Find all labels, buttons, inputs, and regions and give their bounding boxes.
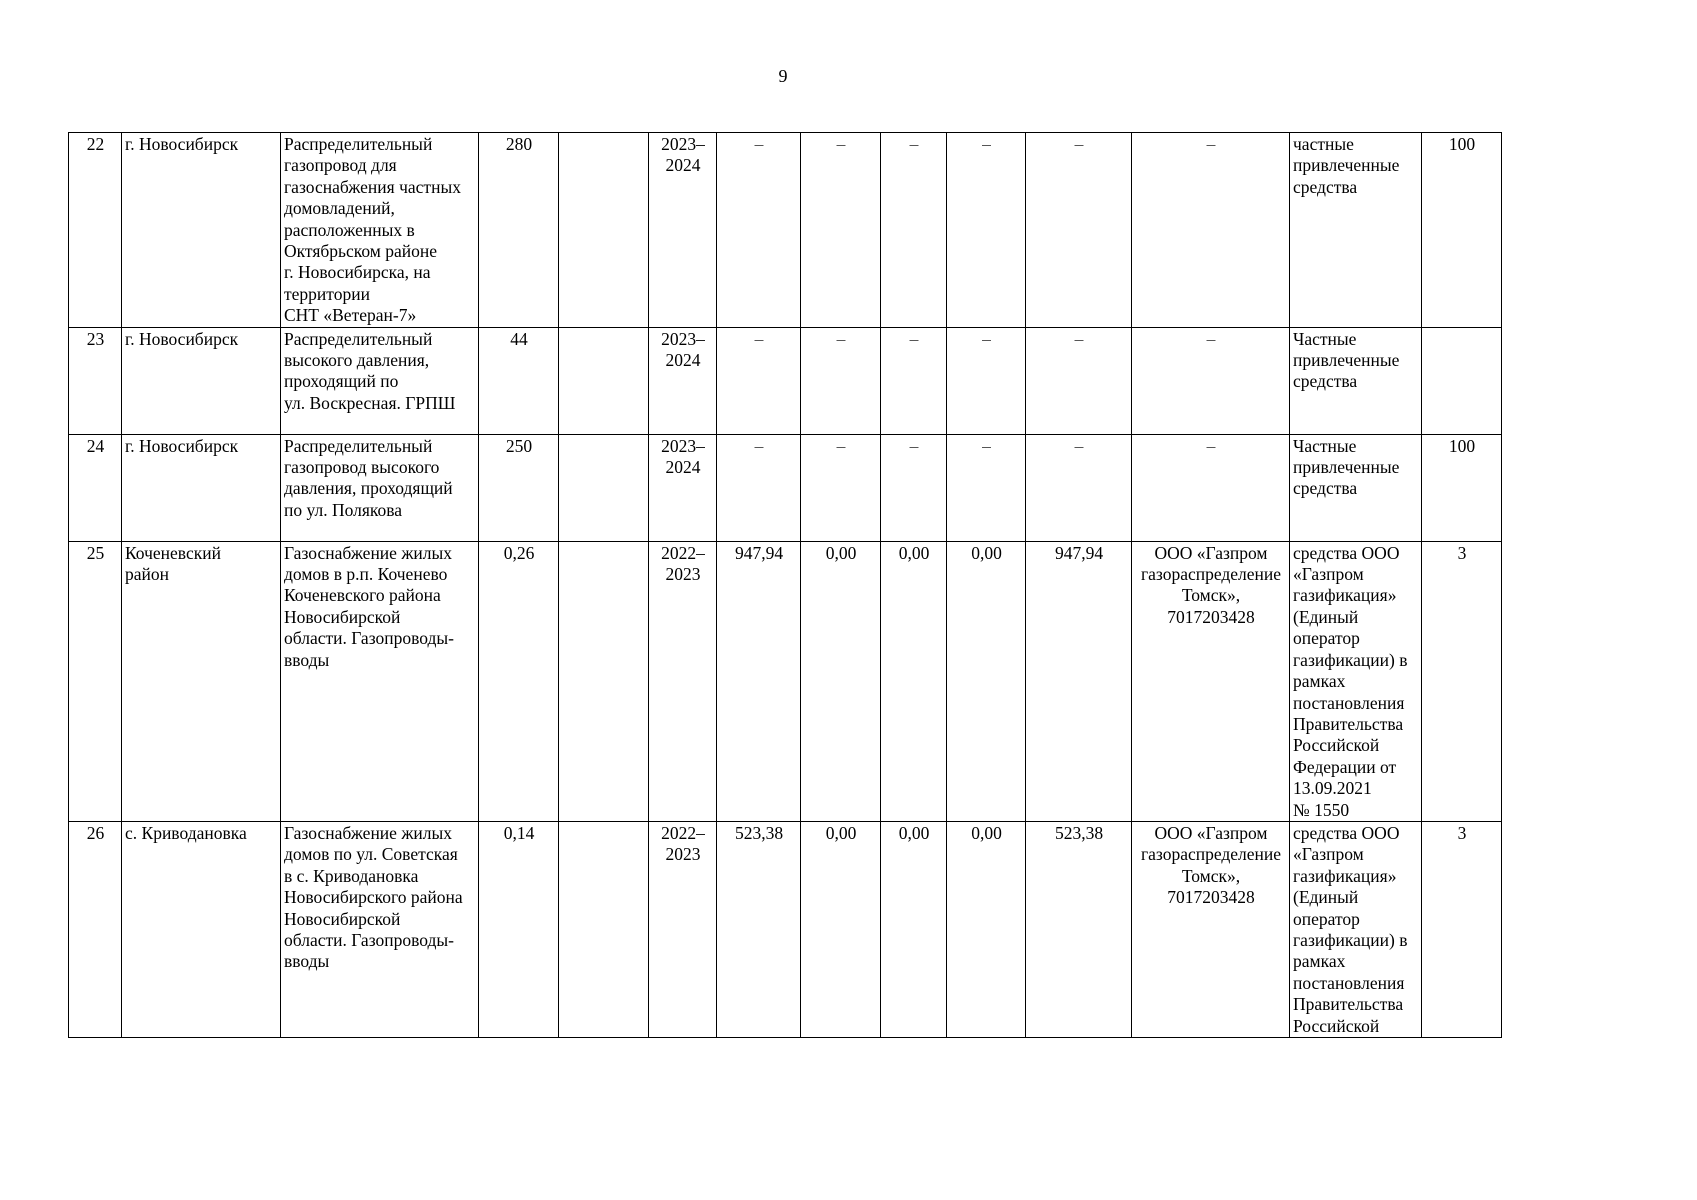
empty-cell: [559, 821, 649, 1037]
value-cell-1: –: [717, 133, 801, 328]
value-cell-4: –: [947, 434, 1026, 541]
row-number: 23: [69, 327, 122, 434]
value-cell-1: 523,38: [717, 821, 801, 1037]
empty-cell: [559, 541, 649, 821]
page-number: 9: [778, 66, 788, 86]
value-cell-2: –: [801, 434, 881, 541]
row-number: 22: [69, 133, 122, 328]
years-cell: 2023– 2024: [649, 434, 717, 541]
location-cell: г. Новосибирск: [122, 327, 281, 434]
length-cell: 44: [479, 327, 559, 434]
funding-source-cell: Частные привлеченные средства: [1290, 327, 1422, 434]
years-cell: 2022– 2023: [649, 821, 717, 1037]
value-cell-3: 0,00: [881, 821, 947, 1037]
object-cell: Газоснабжение жилых домов по ул. Советская в с. Криводановка Новосибирского района Новосибирской области. Газопроводы- вводы: [281, 821, 479, 1037]
percent-cell: [1422, 327, 1502, 434]
organization-cell: –: [1132, 327, 1290, 434]
empty-cell: [559, 133, 649, 328]
value-cell-5: 947,94: [1026, 541, 1132, 821]
object-cell: Распределительный газопровод высокого давления, проходящий по ул. Полякова: [281, 434, 479, 541]
value-cell-5: –: [1026, 327, 1132, 434]
row-number: 25: [69, 541, 122, 821]
organization-cell: –: [1132, 434, 1290, 541]
organization-cell: –: [1132, 133, 1290, 328]
value-cell-4: 0,00: [947, 821, 1026, 1037]
value-cell-5: –: [1026, 133, 1132, 328]
value-cell-2: 0,00: [801, 541, 881, 821]
location-cell: г. Новосибирск: [122, 133, 281, 328]
value-cell-1: –: [717, 327, 801, 434]
table-row: [69, 133, 1502, 328]
organization-cell: ООО «Газпром газораспределение Томск», 7017203428: [1132, 541, 1290, 821]
years-cell: 2023– 2024: [649, 133, 717, 328]
years-cell: 2023– 2024: [649, 327, 717, 434]
value-cell-2: –: [801, 133, 881, 328]
value-cell-4: –: [947, 133, 1026, 328]
empty-cell: [559, 327, 649, 434]
value-cell-3: 0,00: [881, 541, 947, 821]
funding-source-cell: средства ООО «Газпром газификация» (Единый оператор газификации) в рамках постановления Правительства Российской: [1290, 821, 1422, 1037]
table-row: [69, 541, 1502, 821]
value-cell-1: 947,94: [717, 541, 801, 821]
empty-cell: [559, 434, 649, 541]
value-cell-5: –: [1026, 434, 1132, 541]
length-cell: 250: [479, 434, 559, 541]
value-cell-1: –: [717, 434, 801, 541]
object-cell: Газоснабжение жилых домов в р.п. Коченево Коченевского района Новосибирской области. Газопроводы- вводы: [281, 541, 479, 821]
value-cell-4: 0,00: [947, 541, 1026, 821]
length-cell: 0,26: [479, 541, 559, 821]
length-cell: 0,14: [479, 821, 559, 1037]
percent-cell: 3: [1422, 541, 1502, 821]
value-cell-3: –: [881, 327, 947, 434]
row-number: 24: [69, 434, 122, 541]
table-row: [69, 821, 1502, 1037]
percent-cell: 3: [1422, 821, 1502, 1037]
funding-source-cell: средства ООО «Газпром газификация» (Единый оператор газификации) в рамках постановления Правительства Российской Федерации от 13.09.2021 № 1550: [1290, 541, 1422, 821]
location-cell: Коченевский район: [122, 541, 281, 821]
location-cell: с. Криводановка: [122, 821, 281, 1037]
value-cell-4: –: [947, 327, 1026, 434]
percent-cell: 100: [1422, 434, 1502, 541]
value-cell-3: –: [881, 133, 947, 328]
length-cell: 280: [479, 133, 559, 328]
organization-cell: ООО «Газпром газораспределение Томск», 7017203428: [1132, 821, 1290, 1037]
location-cell: г. Новосибирск: [122, 434, 281, 541]
object-cell: Распределительный высокого давления, проходящий по ул. Воскресная. ГРПШ: [281, 327, 479, 434]
value-cell-2: 0,00: [801, 821, 881, 1037]
years-cell: 2022– 2023: [649, 541, 717, 821]
object-cell: Распределительный газопровод для газоснабжения частных домовладений, расположенных в Октябрьском районе г. Новосибирска, на территории СНТ «Ветеран-7»: [281, 133, 479, 328]
row-number: 26: [69, 821, 122, 1037]
table-row: [69, 434, 1502, 541]
table-row: [69, 327, 1502, 434]
funding-source-cell: Частные привлеченные средства: [1290, 434, 1422, 541]
value-cell-2: –: [801, 327, 881, 434]
percent-cell: 100: [1422, 133, 1502, 328]
gas-program-table: [68, 132, 1502, 1038]
value-cell-3: –: [881, 434, 947, 541]
value-cell-5: 523,38: [1026, 821, 1132, 1037]
funding-source-cell: частные привлеченные средства: [1290, 133, 1422, 328]
